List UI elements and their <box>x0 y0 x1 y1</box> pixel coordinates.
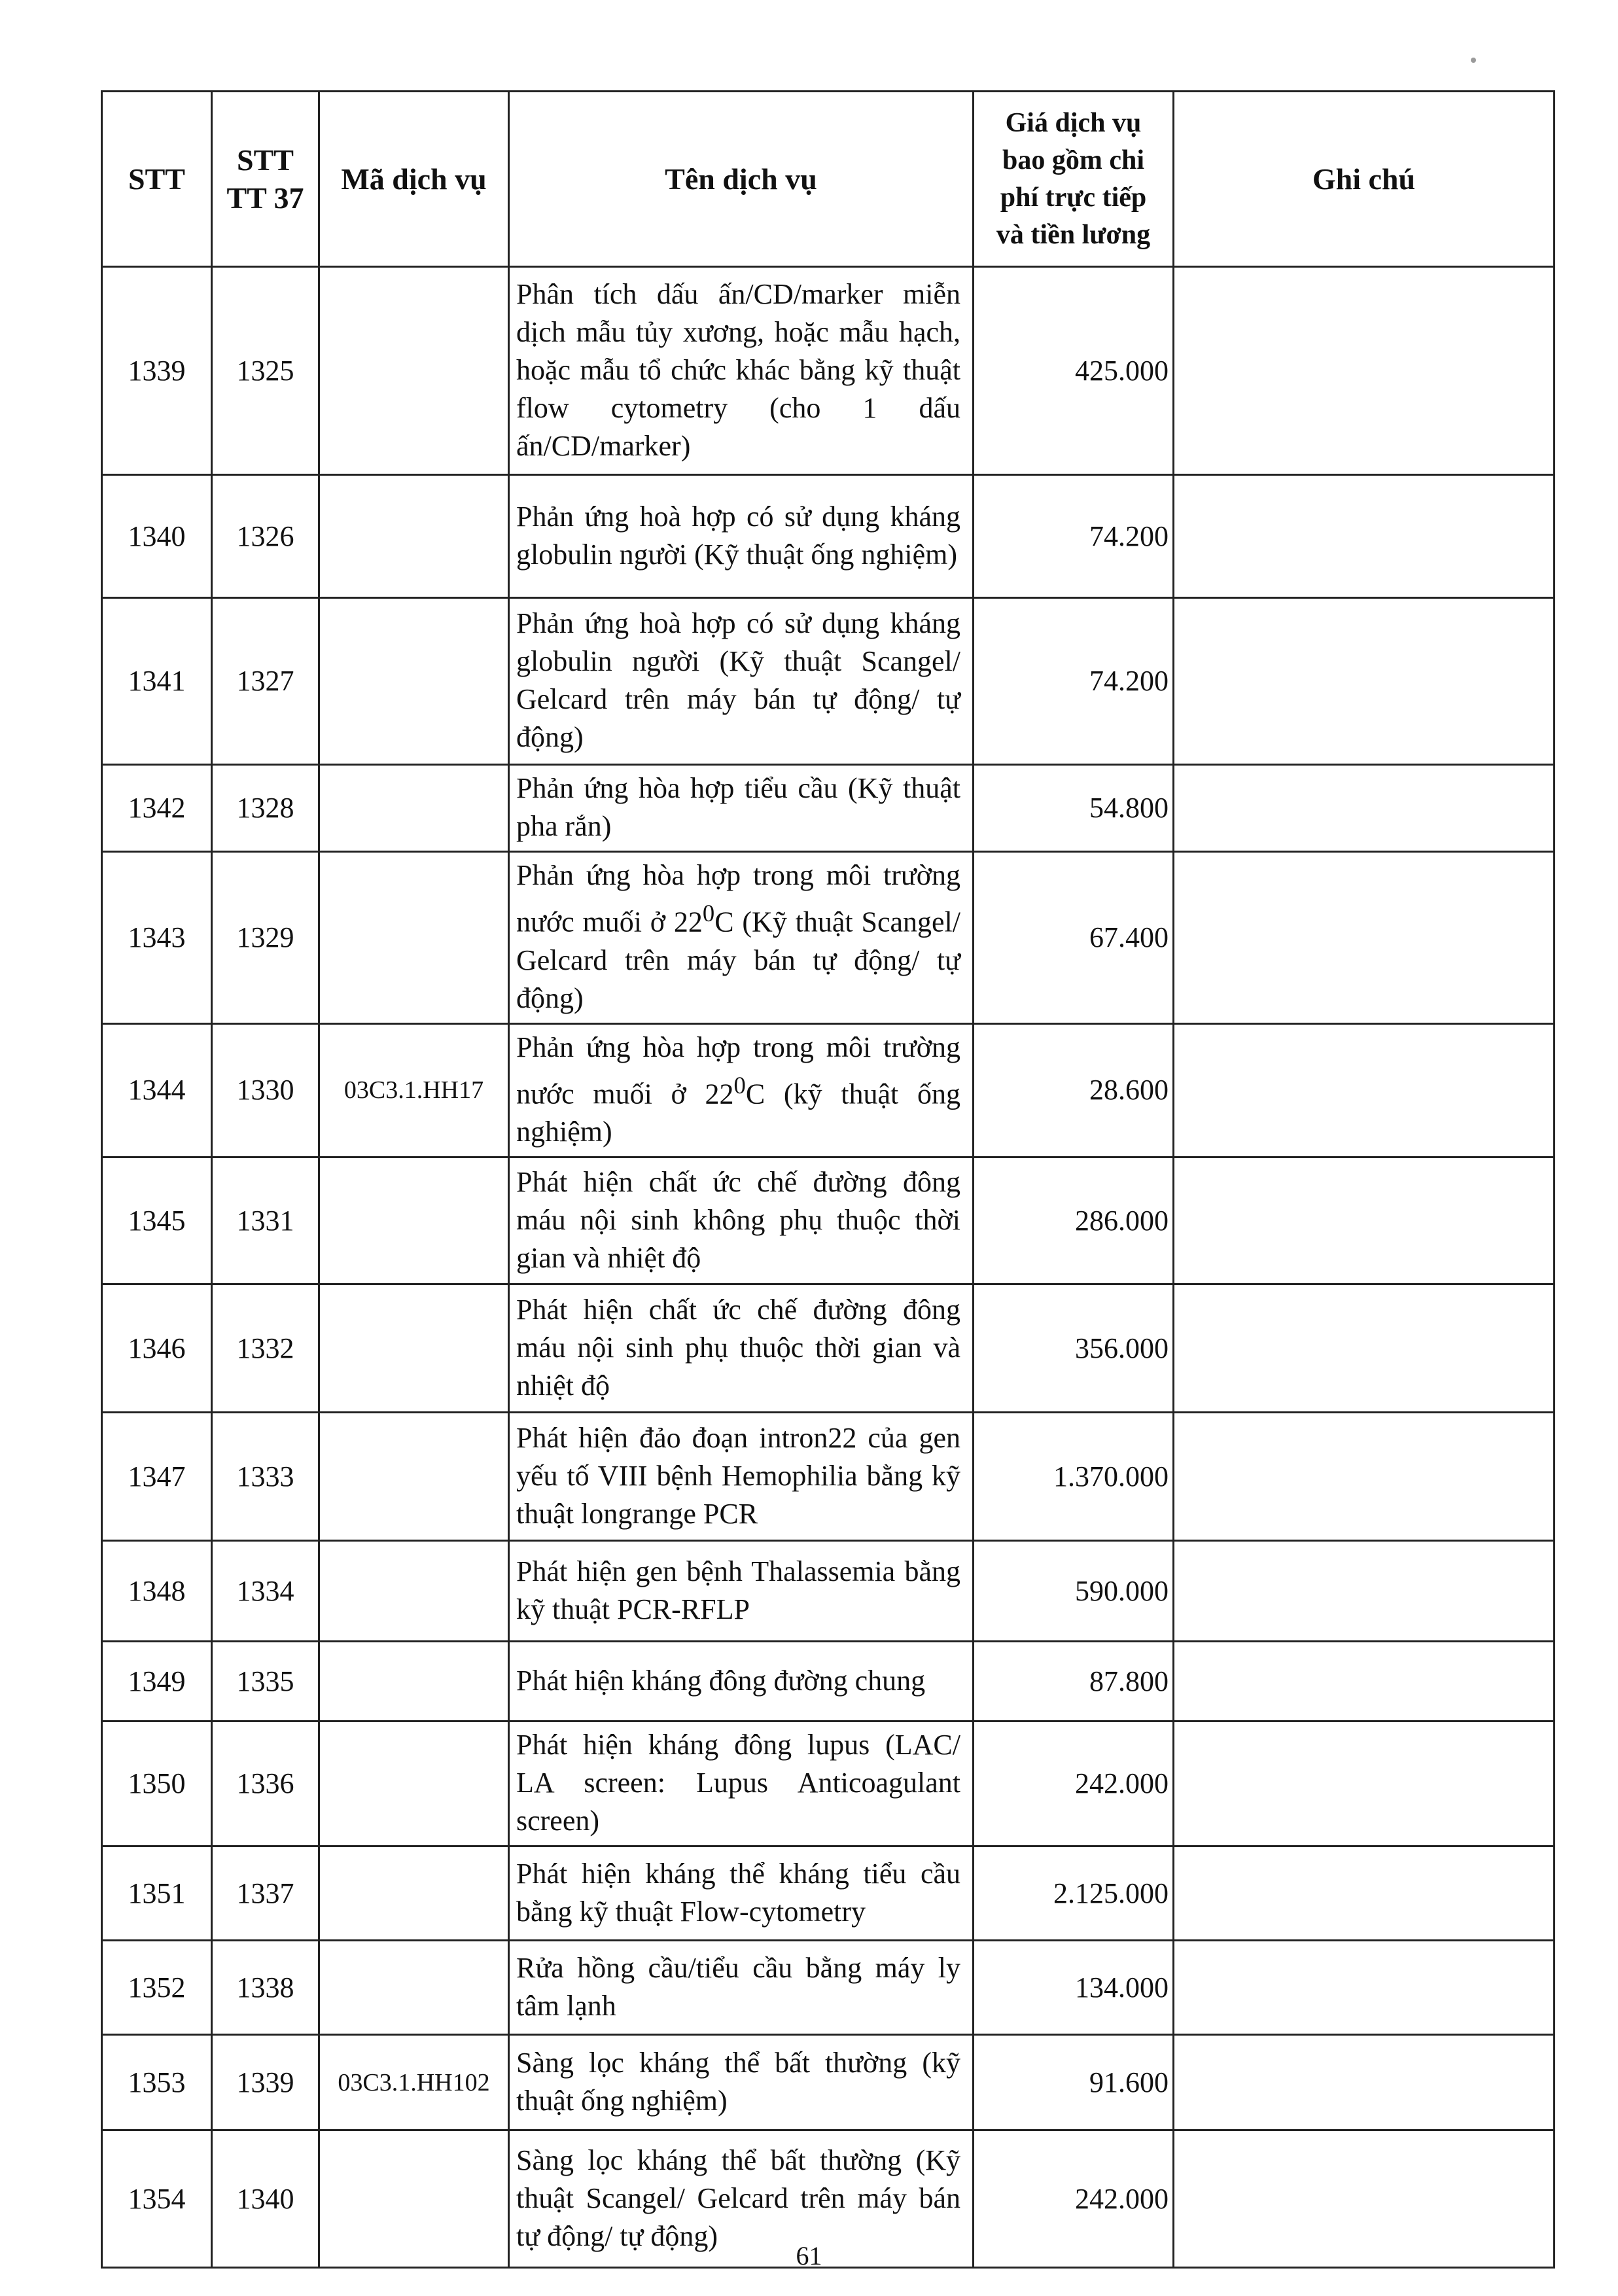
cell-service-code <box>319 1846 509 1941</box>
cell-stt-tt37: 1328 <box>212 765 319 852</box>
cell-price: 74.200 <box>974 598 1174 765</box>
cell-price: 425.000 <box>974 267 1174 475</box>
cell-price: 2.125.000 <box>974 1846 1174 1941</box>
cell-note <box>1174 598 1555 765</box>
cell-service-name: Sàng lọc kháng thể bất thường (Kỹ thuật Scangel/ Gelcard trên máy bán tự động/ tự động) <box>509 2130 974 2268</box>
page-number: 61 <box>796 2241 822 2270</box>
cell-note <box>1174 2035 1555 2130</box>
cell-stt: 1348 <box>102 1541 212 1642</box>
table-row <box>102 765 1555 852</box>
cell-stt: 1344 <box>102 1023 212 1157</box>
cell-note <box>1174 475 1555 598</box>
header-price-line3: phí trực tiếp <box>1000 182 1147 213</box>
cell-service-name: Phát hiện kháng đông lupus (LAC/ LA screen: Lupus Anticoagulant screen) <box>509 1722 974 1846</box>
cell-stt-tt37: 1335 <box>212 1642 319 1722</box>
cell-stt: 1347 <box>102 1413 212 1541</box>
header-price-line2: bao gồm chi <box>1002 145 1144 175</box>
cell-stt: 1346 <box>102 1284 212 1413</box>
cell-service-code <box>319 1413 509 1541</box>
cell-note <box>1174 1846 1555 1941</box>
cell-service-code <box>319 475 509 598</box>
table-row <box>102 1722 1555 1846</box>
cell-service-code <box>319 1541 509 1642</box>
cell-stt-tt37: 1340 <box>212 2130 319 2268</box>
cell-price: 242.000 <box>974 1722 1174 1846</box>
cell-note <box>1174 765 1555 852</box>
cell-stt-tt37: 1337 <box>212 1846 319 1941</box>
table-row <box>102 598 1555 765</box>
cell-stt: 1352 <box>102 1941 212 2035</box>
table-header-row <box>102 92 1555 267</box>
header-price-line4: và tiền lương <box>996 219 1151 250</box>
cell-note <box>1174 267 1555 475</box>
cell-note <box>1174 1722 1555 1846</box>
cell-price: 54.800 <box>974 765 1174 852</box>
cell-stt: 1354 <box>102 2130 212 2268</box>
cell-stt: 1341 <box>102 598 212 765</box>
cell-service-name: Phát hiện kháng đông đường chung <box>509 1642 974 1722</box>
cell-stt-tt37: 1329 <box>212 852 319 1024</box>
table-row <box>102 852 1555 1024</box>
cell-stt-tt37: 1326 <box>212 475 319 598</box>
cell-stt-tt37: 1330 <box>212 1023 319 1157</box>
cell-service-code: 03C3.1.HH102 <box>319 2035 509 2130</box>
cell-service-name: Phát hiện chất ức chế đường đông máu nội sinh phụ thuộc thời gian và nhiệt độ <box>509 1284 974 1413</box>
cell-note <box>1174 1023 1555 1157</box>
table-row <box>102 475 1555 598</box>
header-stt-tt37-line1: STT <box>237 143 294 177</box>
table-row <box>102 1642 1555 1722</box>
cell-service-name: Sàng lọc kháng thể bất thường (kỹ thuật ống nghiệm) <box>509 2035 974 2130</box>
cell-stt-tt37: 1332 <box>212 1284 319 1413</box>
cell-stt-tt37: 1327 <box>212 598 319 765</box>
table-row <box>102 2035 1555 2130</box>
cell-price: 590.000 <box>974 1541 1174 1642</box>
cell-stt: 1351 <box>102 1846 212 1941</box>
cell-price: 67.400 <box>974 852 1174 1024</box>
cell-note <box>1174 1642 1555 1722</box>
cell-service-code <box>319 765 509 852</box>
cell-price: 1.370.000 <box>974 1413 1174 1541</box>
table-row <box>102 1023 1555 1157</box>
cell-service-code <box>319 1941 509 2035</box>
cell-note <box>1174 1541 1555 1642</box>
service-name-superscript: 0 <box>733 1071 746 1099</box>
table-row <box>102 1157 1555 1284</box>
cell-stt: 1353 <box>102 2035 212 2130</box>
cell-service-name: Phát hiện chất ức chế đường đông máu nội sinh không phụ thuộc thời gian và nhiệt độ <box>509 1157 974 1284</box>
service-name-text: Phản ứng hòa hợp trong môi trường nước muối ở 22 <box>516 859 960 938</box>
cell-service-name <box>509 1023 974 1157</box>
cell-stt: 1343 <box>102 852 212 1024</box>
cell-service-code <box>319 1284 509 1413</box>
cell-note <box>1174 1941 1555 2035</box>
service-name-text: Phản ứng hòa hợp trong môi trường nước muối ở 22 <box>516 1031 960 1110</box>
table-row <box>102 267 1555 475</box>
cell-stt: 1345 <box>102 1157 212 1284</box>
cell-service-code <box>319 1642 509 1722</box>
cell-stt: 1342 <box>102 765 212 852</box>
cell-service-name: Phát hiện đảo đoạn intron22 của gen yếu tố VIII bệnh Hemophilia bằng kỹ thuật longrange PCR <box>509 1413 974 1541</box>
cell-note <box>1174 1157 1555 1284</box>
table-row <box>102 1284 1555 1413</box>
service-name-text-cont: C (kỹ thuật ống nghiệm) <box>516 1078 960 1148</box>
cell-note <box>1174 1413 1555 1541</box>
cell-price: 74.200 <box>974 475 1174 598</box>
cell-service-code <box>319 267 509 475</box>
header-price <box>974 92 1174 267</box>
cell-price: 356.000 <box>974 1284 1174 1413</box>
cell-service-name: Phát hiện kháng thể kháng tiểu cầu bằng kỹ thuật Flow-cytometry <box>509 1846 974 1941</box>
table-row <box>102 1941 1555 2035</box>
cell-stt: 1340 <box>102 475 212 598</box>
header-stt-tt37 <box>212 92 319 267</box>
table-row <box>102 1541 1555 1642</box>
cell-stt-tt37: 1325 <box>212 267 319 475</box>
cell-price: 134.000 <box>974 1941 1174 2035</box>
cell-service-name: Phản ứng hòa hợp tiểu cầu (Kỹ thuật pha rắn) <box>509 765 974 852</box>
cell-stt: 1339 <box>102 267 212 475</box>
table-row <box>102 1413 1555 1541</box>
cell-price: 286.000 <box>974 1157 1174 1284</box>
header-service-code: Mã dịch vụ <box>319 92 509 267</box>
cell-stt-tt37: 1333 <box>212 1413 319 1541</box>
service-price-table <box>101 90 1555 2269</box>
cell-stt-tt37: 1334 <box>212 1541 319 1642</box>
cell-stt-tt37: 1338 <box>212 1941 319 2035</box>
cell-price: 28.600 <box>974 1023 1174 1157</box>
cell-stt-tt37: 1339 <box>212 2035 319 2130</box>
cell-note <box>1174 1284 1555 1413</box>
cell-stt: 1349 <box>102 1642 212 1722</box>
table-row <box>102 1846 1555 1941</box>
cell-service-code <box>319 1722 509 1846</box>
cell-service-code <box>319 852 509 1024</box>
cell-price: 242.000 <box>974 2130 1174 2268</box>
cell-note <box>1174 852 1555 1024</box>
service-name-superscript: 0 <box>702 900 715 927</box>
cell-service-name: Phát hiện gen bệnh Thalassemia bằng kỹ thuật PCR-RFLP <box>509 1541 974 1642</box>
cell-service-name: Phân tích dấu ấn/CD/marker miễn dịch mẫu tủy xương, hoặc mẫu hạch, hoặc mẫu tổ chức khác bằng kỹ thuật flow cytometry (cho 1 dấu ấn/CD/marker) <box>509 267 974 475</box>
scan-speck <box>1471 58 1476 63</box>
cell-service-name: Phản ứng hoà hợp có sử dụng kháng globulin người (Kỹ thuật ống nghiệm) <box>509 475 974 598</box>
cell-service-name: Phản ứng hoà hợp có sử dụng kháng globulin người (Kỹ thuật Scangel/ Gelcard trên máy bán tự động/ tự động) <box>509 598 974 765</box>
cell-service-code <box>319 598 509 765</box>
cell-service-code <box>319 1157 509 1284</box>
header-note: Ghi chú <box>1174 92 1555 267</box>
header-stt: STT <box>102 92 212 267</box>
cell-price: 87.800 <box>974 1642 1174 1722</box>
cell-stt: 1350 <box>102 1722 212 1846</box>
cell-stt-tt37: 1336 <box>212 1722 319 1846</box>
cell-service-name <box>509 852 974 1024</box>
cell-service-name: Rửa hồng cầu/tiểu cầu bằng máy ly tâm lạnh <box>509 1941 974 2035</box>
service-name-text-cont: C (Kỹ thuật Scangel/ Gelcard trên máy bán tự động/ tự động) <box>516 906 960 1014</box>
header-stt-tt37-line2: TT 37 <box>226 181 304 215</box>
cell-service-code: 03C3.1.HH17 <box>319 1023 509 1157</box>
cell-price: 91.600 <box>974 2035 1174 2130</box>
cell-stt-tt37: 1331 <box>212 1157 319 1284</box>
header-price-line1: Giá dịch vụ <box>1005 107 1142 138</box>
header-service-name: Tên dịch vụ <box>509 92 974 267</box>
